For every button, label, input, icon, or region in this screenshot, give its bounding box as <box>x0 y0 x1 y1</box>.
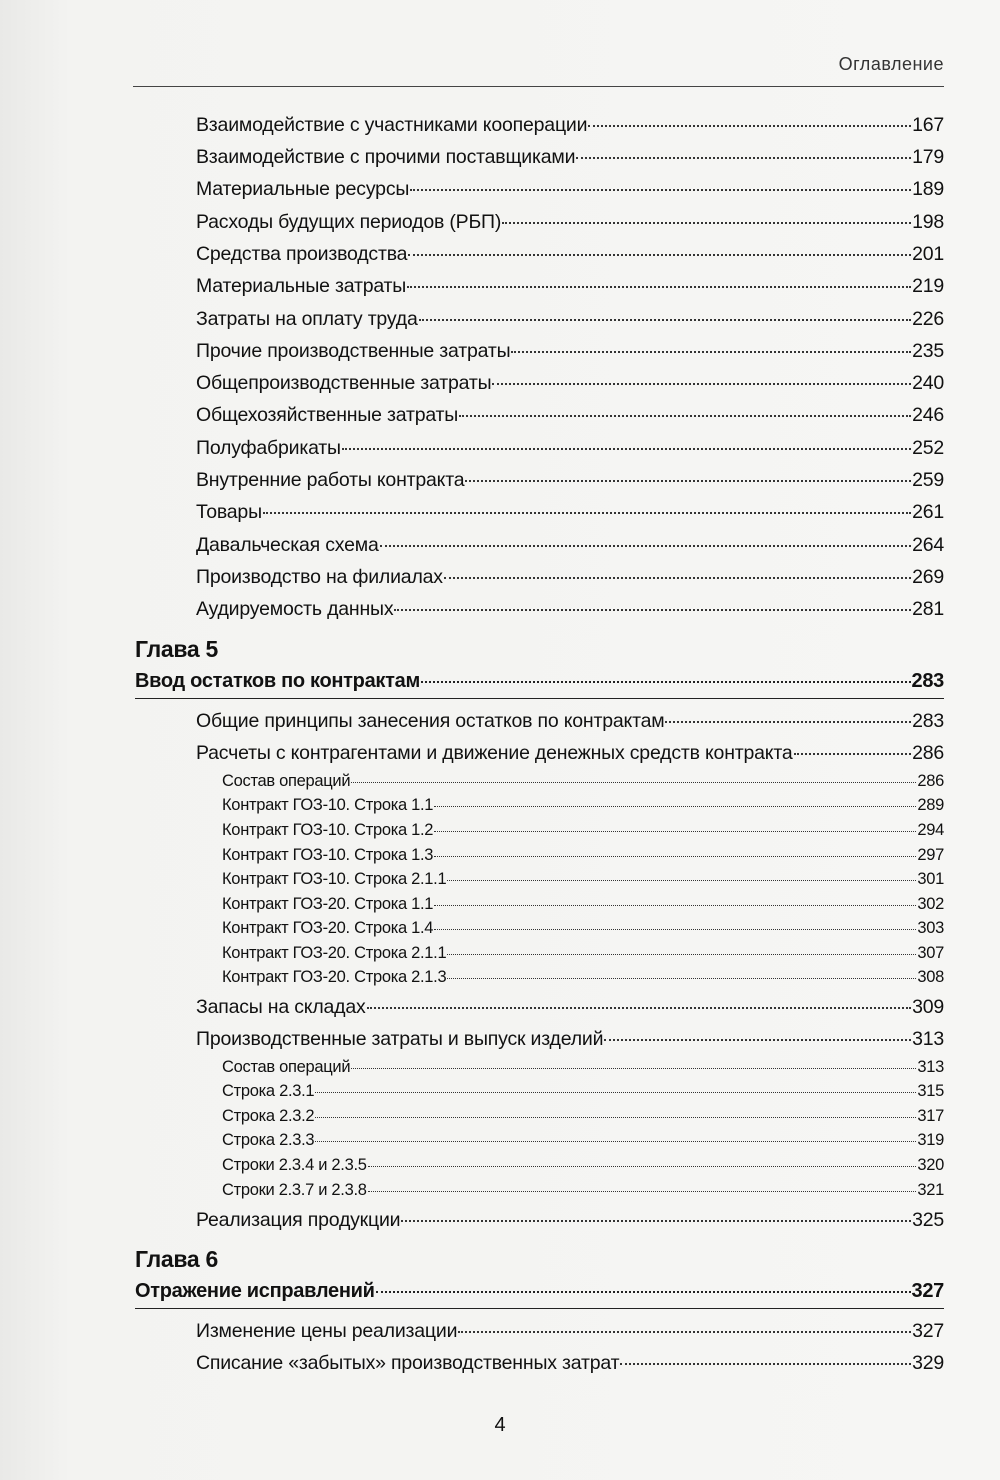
leader-dots <box>263 512 911 514</box>
toc-entry[interactable]: Производственные затраты и выпуск изделий 313 <box>196 1028 944 1050</box>
leader-dots <box>447 954 916 955</box>
toc-page-number: 286 <box>917 772 944 790</box>
toc-entry[interactable]: Общепроизводственные затраты 240 <box>196 372 944 394</box>
toc-page-number: 246 <box>912 404 944 426</box>
leader-dots <box>458 1331 911 1333</box>
chapter-label: Глава 6 <box>135 1246 219 1272</box>
leader-dots <box>421 681 911 683</box>
toc-entry[interactable]: Взаимодействие с участниками кооперации 167 <box>196 114 944 136</box>
toc-page-number: 167 <box>912 114 944 136</box>
toc-page-number: 327 <box>912 1320 944 1342</box>
leader-dots <box>368 1166 917 1167</box>
toc-entry[interactable]: Материальные ресурсы 189 <box>196 178 944 200</box>
toc-page-number: 297 <box>917 846 944 864</box>
toc-page-number: 308 <box>917 968 944 986</box>
toc-page-number: 264 <box>912 534 944 556</box>
toc-page-number: 179 <box>912 146 944 168</box>
running-header-title: Оглавление <box>838 54 944 74</box>
toc-subentry[interactable]: Контракт ГОЗ-10. Строка 1.3 297 <box>222 846 944 864</box>
toc-subentry[interactable]: Контракт ГОЗ-20. Строка 2.1.3 308 <box>222 968 944 986</box>
leader-dots <box>434 905 916 906</box>
leader-dots <box>380 545 911 547</box>
leader-dots <box>401 1220 911 1222</box>
toc-entry[interactable]: Производство на филиалах 269 <box>196 566 944 588</box>
leader-dots <box>465 480 911 482</box>
leader-dots <box>604 1039 911 1041</box>
toc-page-number: 327 <box>911 1280 944 1302</box>
toc-entry[interactable]: Изменение цены реализации 327 <box>196 1320 944 1342</box>
toc-entry[interactable]: Материальные затраты 219 <box>196 275 944 297</box>
toc-entry[interactable]: Товары 261 <box>196 501 944 523</box>
toc-entry[interactable]: Расчеты с контрагентами и движение денежных средств контракта 286 <box>196 742 944 764</box>
leader-dots <box>576 157 911 159</box>
toc-page-number: 281 <box>912 598 944 620</box>
toc-page-number: 307 <box>917 944 944 962</box>
leader-dots <box>376 1291 911 1293</box>
leader-dots <box>419 319 911 321</box>
leader-dots <box>367 1007 912 1009</box>
leader-dots <box>342 448 911 450</box>
leader-dots <box>502 222 911 224</box>
toc-subentry[interactable]: Контракт ГОЗ-20. Строка 2.1.1 307 <box>222 944 944 962</box>
leader-dots <box>410 189 911 191</box>
leader-dots <box>315 1092 916 1093</box>
toc-entry[interactable]: Запасы на складах 309 <box>196 996 944 1018</box>
toc-page-number: 309 <box>912 996 944 1018</box>
leader-dots <box>315 1117 916 1118</box>
toc-subentry[interactable]: Строка 2.3.3 319 <box>222 1131 944 1149</box>
toc-subentry[interactable]: Контракт ГОЗ-10. Строка 1.1 289 <box>222 796 944 814</box>
toc-entry[interactable]: Прочие производственные затраты 235 <box>196 340 944 362</box>
toc-page-number: 189 <box>912 178 944 200</box>
leader-dots <box>492 383 911 385</box>
toc-entry[interactable]: Взаимодействие с прочими поставщиками 179 <box>196 146 944 168</box>
toc-page-number: 283 <box>911 670 944 692</box>
toc-page-number: 252 <box>912 437 944 459</box>
toc-page-number: 315 <box>917 1082 944 1100</box>
toc-page-number: 329 <box>912 1352 944 1374</box>
toc-page-number: 226 <box>912 308 944 330</box>
toc-page-number: 240 <box>912 372 944 394</box>
leader-dots <box>394 609 911 611</box>
toc-entry[interactable]: Внутренние работы контракта 259 <box>196 469 944 491</box>
toc-page-number: 313 <box>917 1058 944 1076</box>
toc-page-number: 313 <box>912 1028 944 1050</box>
leader-dots <box>511 351 911 353</box>
toc-page-number: 320 <box>917 1156 944 1174</box>
toc-page-number: 261 <box>912 501 944 523</box>
toc-entry[interactable]: Полуфабрикаты 252 <box>196 437 944 459</box>
leader-dots <box>408 254 911 256</box>
leader-dots <box>447 978 916 979</box>
toc-page-number: 325 <box>912 1209 944 1231</box>
toc-page-number: 321 <box>917 1181 944 1199</box>
toc-entry[interactable]: Общехозяйственные затраты 246 <box>196 404 944 426</box>
toc-page-number: 301 <box>917 870 944 888</box>
toc-subentry[interactable]: Контракт ГОЗ-20. Строка 1.1 302 <box>222 895 944 913</box>
chapter-rule <box>135 698 944 699</box>
running-header <box>133 54 944 78</box>
leader-dots <box>588 125 911 127</box>
toc-page-number: 317 <box>917 1107 944 1125</box>
toc-entry[interactable]: Затраты на оплату труда 226 <box>196 308 944 330</box>
toc-entry[interactable]: Общие принципы занесения остатков по контрактам 283 <box>196 710 944 732</box>
toc-entry[interactable]: Давальческая схема 264 <box>196 534 944 556</box>
toc-page-number: 319 <box>917 1131 944 1149</box>
toc-subentry[interactable]: Состав операций 286 <box>222 772 944 790</box>
toc-page-number: 201 <box>912 243 944 265</box>
toc-page-number: 303 <box>917 919 944 937</box>
toc-subentry[interactable]: Строки 2.3.4 и 2.3.5 320 <box>222 1156 944 1174</box>
leader-dots <box>434 806 916 807</box>
toc-page-number: 286 <box>912 742 944 764</box>
leader-dots <box>351 782 916 783</box>
leader-dots <box>407 286 911 288</box>
leader-dots <box>794 753 912 755</box>
toc-page-number: 289 <box>917 796 944 814</box>
leader-dots <box>368 1191 917 1192</box>
toc-page-number: 283 <box>912 710 944 732</box>
leader-dots <box>620 1363 911 1365</box>
chapter-label: Глава 5 <box>135 636 219 662</box>
leader-dots <box>434 831 916 832</box>
toc-subentry[interactable]: Контракт ГОЗ-20. Строка 1.4 303 <box>222 919 944 937</box>
toc-entry[interactable]: Списание «забытых» производственных затрат 329 <box>196 1352 944 1374</box>
toc-chapter-title[interactable]: Отражение исправлений 327 <box>135 1280 944 1302</box>
toc-page-number: 219 <box>912 275 944 297</box>
header-rule <box>133 86 944 87</box>
leader-dots <box>459 415 911 417</box>
toc-entry[interactable]: Расходы будущих периодов (РБП) 198 <box>196 211 944 233</box>
page-number: 4 <box>494 1414 506 1436</box>
leader-dots <box>665 721 911 723</box>
toc-page-number: 235 <box>912 340 944 362</box>
chapter-rule <box>135 1308 944 1309</box>
toc-entry[interactable]: Аудируемость данных 281 <box>196 598 944 620</box>
toc-entry[interactable]: Средства производства 201 <box>196 243 944 265</box>
toc-subentry[interactable]: Состав операций 313 <box>222 1058 944 1076</box>
toc-entry[interactable]: Реализация продукции 325 <box>196 1209 944 1231</box>
leader-dots <box>351 1068 916 1069</box>
toc-subentry[interactable]: Строка 2.3.2 317 <box>222 1107 944 1125</box>
leader-dots <box>434 929 916 930</box>
toc-subentry[interactable]: Строка 2.3.1 315 <box>222 1082 944 1100</box>
toc-page-number: 259 <box>912 469 944 491</box>
toc-chapter-title[interactable]: Ввод остатков по контрактам 283 <box>135 670 944 692</box>
leader-dots <box>434 856 916 857</box>
leader-dots <box>315 1141 916 1142</box>
toc-page-number: 269 <box>912 566 944 588</box>
toc-subentry[interactable]: Контракт ГОЗ-10. Строка 1.2 294 <box>222 821 944 839</box>
leader-dots <box>447 880 916 881</box>
toc-page-number: 294 <box>917 821 944 839</box>
toc-subentry[interactable]: Строки 2.3.7 и 2.3.8 321 <box>222 1181 944 1199</box>
toc-page-number: 302 <box>917 895 944 913</box>
toc-subentry[interactable]: Контракт ГОЗ-10. Строка 2.1.1 301 <box>222 870 944 888</box>
leader-dots <box>444 577 911 579</box>
toc-page-number: 198 <box>912 211 944 233</box>
